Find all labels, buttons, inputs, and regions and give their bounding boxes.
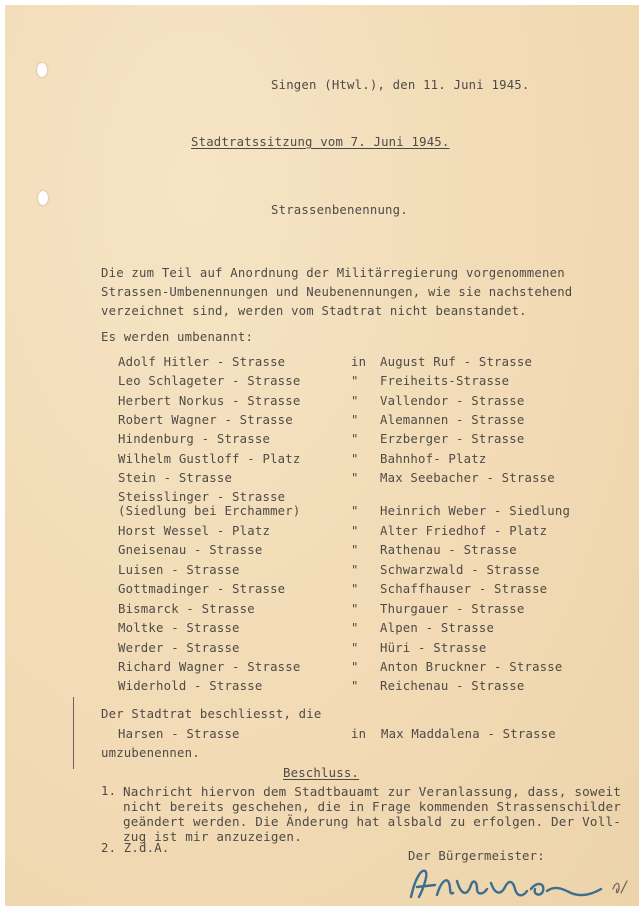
resolution-line: nicht bereits geschehen, die in Frage kommenden Strassenschilder xyxy=(123,799,622,814)
separator: " xyxy=(351,582,359,596)
old-street-name: Werder - Strasse xyxy=(118,641,240,655)
separator: in xyxy=(351,355,367,369)
resolution-item-number: 1. xyxy=(101,784,117,798)
separator: " xyxy=(351,563,359,577)
separator: in xyxy=(351,727,367,741)
separator: " xyxy=(351,679,359,693)
old-street-name: Gneisenau - Strasse xyxy=(118,543,263,557)
separator: " xyxy=(351,471,359,485)
council-intro: Der Stadtrat beschliesst, die xyxy=(101,707,322,721)
new-street-name: Alter Friedhof - Platz xyxy=(380,524,548,538)
signature-stroke xyxy=(411,871,601,897)
old-street-name: Adolf Hitler - Strasse xyxy=(118,355,286,369)
old-street-name: Horst Wessel - Platz xyxy=(118,524,271,538)
new-street-name: Max Seebacher - Strasse xyxy=(380,471,555,485)
new-street-name: Heinrich Weber - Siedlung xyxy=(380,504,571,518)
new-street-name: Anton Bruckner - Strasse xyxy=(380,660,563,674)
resolution-line: geändert werden. Die Änderung hat alsbald zu erfolgen. Der Voll- xyxy=(123,814,622,829)
initials-stroke xyxy=(613,881,627,893)
separator: " xyxy=(351,374,359,388)
punch-hole-bottom xyxy=(38,191,48,205)
new-street-name: Bahnhof- Platz xyxy=(380,452,487,466)
separator: " xyxy=(351,432,359,446)
margin-pencil-mark xyxy=(73,697,74,769)
new-street-name: Alpen - Strasse xyxy=(380,621,495,635)
new-street-name: Vallendor - Strasse xyxy=(380,394,525,408)
old-street-name: Widerhold - Strasse xyxy=(118,679,263,693)
old-street-name: Wilhelm Gustloff - Platz xyxy=(118,452,301,466)
new-street-name: Erzberger - Strasse xyxy=(380,432,525,446)
separator: " xyxy=(351,660,359,674)
new-street-name: Reichenau - Strasse xyxy=(380,679,525,693)
old-street-name-detail: (Siedlung bei Erchammer) xyxy=(118,504,301,518)
resolution-line: zug ist mir anzuzeigen. xyxy=(123,829,302,844)
separator: " xyxy=(351,621,359,635)
new-street-name: Schwarzwald - Strasse xyxy=(380,563,540,577)
new-street-name: Alemannen - Strasse xyxy=(380,413,525,427)
resolution-line: Nachricht hiervon dem Stadtbauamt zur Veranlassung, dass, soweit xyxy=(123,784,622,799)
old-street-name: Hindenburg - Strasse xyxy=(118,432,271,446)
resolution-item-2: 2. Z.d.A. xyxy=(101,841,170,855)
old-street-name: Luisen - Strasse xyxy=(118,563,240,577)
meeting-title: Stadtratssitzung vom 7. Juni 1945. xyxy=(191,135,450,149)
signature-title: Der Bürgermeister: xyxy=(408,849,545,863)
renamed-label: Es werden umbenannt: xyxy=(101,330,254,344)
intro-line: Strassen-Umbenennungen und Neubenennungen, wie sie nachstehend xyxy=(101,285,573,299)
separator: " xyxy=(351,543,359,557)
resolution-title: Beschluss. xyxy=(283,766,360,780)
old-street-name: Gottmadinger - Strasse xyxy=(118,582,286,596)
new-street-name: Freiheits-Strasse xyxy=(380,374,510,388)
old-street-name: Robert Wagner - Strasse xyxy=(118,413,293,427)
subject-title: Strassenbenennung. xyxy=(271,203,408,217)
old-street-name: Moltke - Strasse xyxy=(118,621,240,635)
intro-line: verzeichnet sind, werden vom Stadtrat nicht beanstandet. xyxy=(101,304,527,318)
handwritten-signature xyxy=(405,859,635,906)
separator: " xyxy=(351,641,359,655)
separator: " xyxy=(351,452,359,466)
new-street-name: Hüri - Strasse xyxy=(380,641,487,655)
new-street-name: Thurgauer - Strasse xyxy=(380,602,525,616)
old-street-name: Harsen - Strasse xyxy=(118,727,240,741)
new-street-name: Max Maddalena - Strasse xyxy=(381,727,556,741)
separator: " xyxy=(351,504,359,518)
old-street-name: Steisslinger - Strasse xyxy=(118,490,286,504)
new-street-name: August Ruf - Strasse xyxy=(380,355,533,369)
old-street-name: Bismarck - Strasse xyxy=(118,602,255,616)
new-street-name: Rathenau - Strasse xyxy=(380,543,517,557)
document-page xyxy=(5,5,639,906)
council-end: umzubenennen. xyxy=(101,746,200,760)
resolution-item-1 xyxy=(123,784,621,844)
separator: " xyxy=(351,602,359,616)
intro-line: Die zum Teil auf Anordnung der Militärregierung vorgenommenen xyxy=(101,266,565,280)
punch-hole-top xyxy=(37,63,47,77)
separator: " xyxy=(351,394,359,408)
intro-paragraph xyxy=(101,264,572,321)
old-street-name: Richard Wagner - Strasse xyxy=(118,660,301,674)
separator: " xyxy=(351,413,359,427)
place-date: Singen (Htwl.), den 11. Juni 1945. xyxy=(271,78,530,92)
separator: " xyxy=(351,524,359,538)
old-street-name: Leo Schlageter - Strasse xyxy=(118,374,301,388)
new-street-name: Schaffhauser - Strasse xyxy=(380,582,548,596)
old-street-name: Stein - Strasse xyxy=(118,471,233,485)
old-street-name: Herbert Norkus - Strasse xyxy=(118,394,301,408)
